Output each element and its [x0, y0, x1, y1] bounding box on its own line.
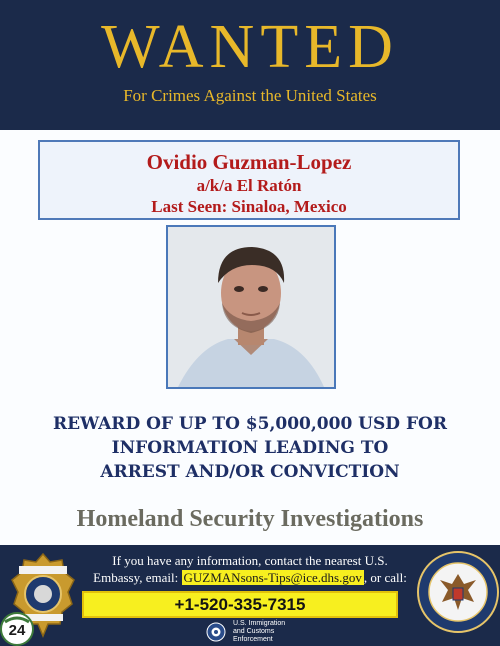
header-subtitle: For Crimes Against the United States	[123, 86, 377, 105]
contact-prefix: Embassy, email:	[93, 570, 179, 585]
reward-line-2: INFORMATION LEADING TO	[111, 438, 389, 458]
ice-logo-text	[233, 620, 285, 644]
ice-logo-line-2: and Customs	[233, 628, 275, 635]
suspect-photo	[166, 225, 336, 389]
dhs-seal-icon	[206, 622, 226, 642]
corner-24-logo-icon	[0, 612, 34, 646]
contact-suffix: , or call:	[363, 570, 407, 585]
contact-line-2	[80, 570, 420, 586]
contact-line-1: If you have any information, contact the nearest U.S.	[112, 553, 388, 568]
subject-last-seen: Last Seen: Sinaloa, Mexico	[151, 197, 347, 216]
corner-logo-text: 24	[8, 622, 26, 639]
state-department-seal-icon	[416, 550, 500, 634]
wanted-title: WANTED	[101, 13, 399, 81]
subject-name-box	[38, 140, 460, 220]
tips-email-link[interactable]: GUZMANsons-Tips@ice.dhs.gov	[183, 570, 362, 585]
ice-logo-line-3: Enforcement	[233, 636, 273, 643]
agency-title: Homeland Security Investigations	[76, 506, 424, 532]
reward-line-3: ARREST AND/OR CONVICTION	[100, 462, 400, 482]
header-banner	[0, 0, 500, 130]
reward-line-1: REWARD OF UP TO $5,000,000 USD FOR	[53, 414, 447, 434]
subject-alias: a/k/a El Ratón	[196, 176, 302, 195]
subject-name: Ovidio Guzman-Lopez	[146, 150, 352, 174]
ice-logo-line-1: U.S. Immigration	[233, 620, 286, 627]
tips-phone-number[interactable]: +1-520-335-7315	[82, 591, 398, 618]
